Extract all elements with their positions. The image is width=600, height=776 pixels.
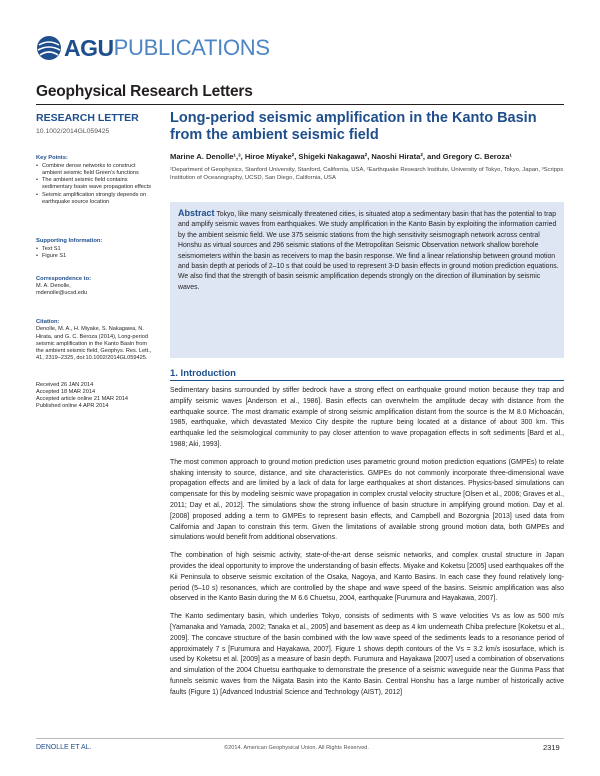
logo-agu-text: AGU: [64, 34, 114, 61]
paragraph: The Kanto sedimentary basin, which underlies Tokyo, consists of sediments with S wave velocities Vs as low as 500 m/s [Yamanaka and Yamada, 2002; Tanaka et al., 2005] and basement as deep as 4 km underneath Chiba prefecture [Koketsu et al., 2009]. The concave structure of the basin combined with the low wave speed of the sediments leads to a resonance period of approximately 7 s [Furumura and Hayakawa, 2007]. Figure 1 shows depth contours of the Vs = 3.2 km/s isosurface, which is used by Koketsu et al. [2009] as a measure of basin depth. Furumura and Hayakawa [2007] used a combination of observations and simulation of the 2004 Chuetsu earthquake to demonstrate the presence of a seismic waveguide near the Gunma Pass that funnels seismic waves from the Niigata Basin into the Kanto Basin. Central Honshu has a large number of historically active faults (Figure 1) [Advanced Industrial Science and Technology (AIST), 2012]: [170, 613, 564, 696]
article-type: RESEARCH LETTER: [36, 112, 139, 124]
supporting-item[interactable]: • Text S1: [42, 246, 154, 253]
abstract: [178, 208, 560, 293]
key-points-list: [36, 163, 154, 206]
date-accepted-online: Accepted article online 21 MAR 2014: [36, 396, 129, 403]
paragraph: Sedimentary basins surrounded by stiffer bedrock have a strong effect on earthquake ground motion because they trap and amplify seismic waves [Anderson et al., 1986]. Basin effects can overwhelm the amplitude decay with distance from the earthquake source. The most dramatic example of strong seismic amplification distant from the source is the M 8.0 Michoacán, 1985, earthquake, which devastated Mexico City despite the rupture being located at a distance of about 300 km. This earthquake led the seismological community to pay closer attention to wave propagation effects in soft sediments [Bard et al., 1988; Aki, 1993].: [170, 387, 564, 448]
affiliations: ¹Department of Geophysics, Stanford University, Stanford, California, USA, ²Earthquake Research Institute, University of Tokyo, Tokyo, Japan, ³Scripps Institution of Oceanography, UCSD, San Diego, California, USA: [170, 167, 564, 181]
footer-divider: [36, 738, 564, 739]
key-point: • Combine dense networks to construct ambient seismic field Green's functions: [42, 163, 154, 177]
key-points-title: Key Points:: [36, 155, 68, 162]
citation-text: Denolle, M. A., H. Miyake, S. Nakagawa, N. Hirata, and G. C. Beroza (2014), Long-period seismic amplification in the Kanto Basin from the ambient seismic field, Geophys. Res. Lett., 41, 2319–2325, doi:10.1002/2014GL059425.: [36, 326, 152, 361]
journal-title: Geophysical Research Letters: [36, 83, 253, 100]
section-heading-introduction: 1. Introduction: [170, 368, 236, 379]
body-text: [170, 386, 564, 706]
correspondence-email[interactable]: mdenolle@ucsd.edu: [36, 290, 88, 297]
correspondence-title: Correspondence to:: [36, 276, 92, 283]
logo-publications-text: PUBLICATIONS: [113, 35, 270, 60]
header-divider: [36, 104, 564, 105]
section-divider: [170, 380, 564, 381]
globe-icon: [36, 35, 62, 61]
key-point: • The ambient seismic field contains sedimentary basin wave propagation effects: [42, 177, 154, 191]
abstract-text: Tokyo, like many seismically threatened cities, is situated atop a sedimentary basin that has the potential to trap and amplify seismic waves from earthquakes. We study amplification in the Kanto Basin by exploiting the information carried by the ambient seismic field. We use 375 seismic stations from the high sensitivity seismograph network across central Honshu as virtual sources and 296 seismic stations of the Metropolitan Seismic Observation network shallow borehole seismometers within the basin as receivers to map the basin response. We find a linear relationship between ground motion and basin depth at periods of 2–10 s that could be used to represent 3-D basin effects in ground motion prediction equations. We also find that the strength of basin seismic amplification depends strongly on the direction of illumination by seismic waves.: [178, 211, 559, 291]
supporting-info-title: Supporting Information:: [36, 237, 103, 244]
article-header: [170, 110, 564, 182]
authors: Marine A. Denolle¹,³, Hiroe Miyake², Shigeki Nakagawa², Naoshi Hirata², and Gregory C. Beroza¹: [170, 152, 512, 161]
paragraph: The most common approach to ground motion prediction uses parametric ground motion prediction equations (GMPEs) to relate shaking intensity to source, distance, and site characteristics. GMPEs do not commonly incorporate three-dimensional wave propagation effects and are limited by a lack of data for large earthquakes at short distances. Physics-based simulations can compensate for this by modeling seismic wave propagation in complex crustal velocity structure [Olsen et al., 2006; Graves et al., 2011; Day et al., 2012]. The simulations show the strong influence of basin structure in amplifying ground motion. Day et al. [2008] proposed adding a term to GMPEs to represent basin effects, and Campbell and Bozorgnia [2013] used data from California and Japan to constrain this term. Given the limitations of available strong ground motion data, both GMPEs and simulations would benefit from additional observations.: [170, 458, 564, 542]
supporting-info-list: [36, 246, 154, 260]
paragraph: The combination of high seismic activity, state-of-the-art dense seismic networks, and complex crustal structure in Japan provides the ideal opportunity to improve the understanding of basin effects. Miyake and Koketsu [2005] used earthquakes off the Kii Peninsula to observe seismic excitation of the Osaka, Nagoya, and Kanto Basins. In each case they found relatively long-period (5–10 s) resonances, which are controlled by the shape and wave speed of the basins. Seismic amplification was also observed in the Kanto Basin during the M 6.6 Chuetsu, 2004, earthquake [Furumura and Hayakawa, 2007].: [170, 552, 564, 603]
date-published: Published online 4 APR 2014: [36, 403, 109, 410]
key-point: • Seismic amplification strongly depends on earthquake source location: [42, 192, 154, 206]
dates-block: [36, 382, 154, 410]
citation-title: Citation:: [36, 319, 60, 326]
correspondence-name: M. A. Denolle,: [36, 283, 71, 290]
article-title: Long-period seismic amplification in the Kanto Basin from the ambient seismic field: [170, 110, 537, 143]
date-accepted: Accepted 18 MAR 2014: [36, 388, 96, 395]
left-sidebar: [36, 112, 154, 410]
doi[interactable]: 10.1002/2014GL059425: [36, 128, 110, 135]
footer-authors: DENOLLE ET AL.: [36, 744, 92, 751]
footer-copyright: ©2014. American Geophysical Union. All Rights Reserved.: [224, 745, 369, 751]
abstract-label: Abstract: [178, 208, 215, 218]
page-number: 2319: [543, 743, 560, 752]
agu-logo: [36, 34, 270, 62]
supporting-item[interactable]: • Figure S1: [42, 253, 154, 260]
date-received: Received 26 JAN 2014: [36, 381, 94, 388]
